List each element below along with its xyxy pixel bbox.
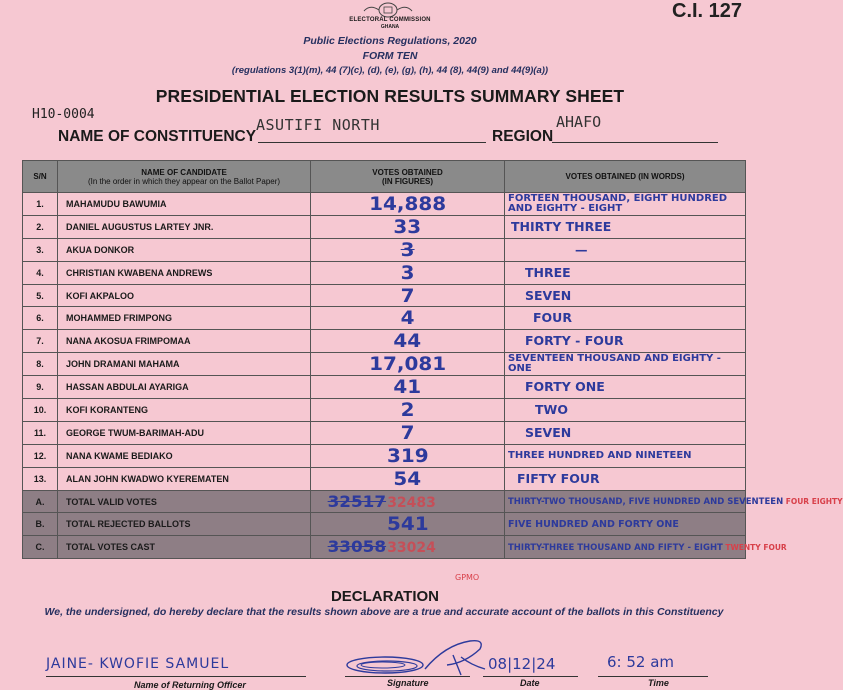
row-sn: 7. bbox=[23, 330, 58, 353]
row-sn: 3. bbox=[23, 238, 58, 261]
row-sn: B. bbox=[23, 513, 58, 536]
votes-figures: 7 bbox=[400, 284, 415, 307]
votes-words-cell[interactable] bbox=[505, 353, 746, 376]
candidate-name: NANA KWAME BEDIAKO bbox=[58, 444, 311, 467]
table-row bbox=[23, 421, 746, 444]
votes-words-cell[interactable] bbox=[505, 399, 746, 422]
votes-words: FIFTY FOUR bbox=[517, 470, 600, 486]
votes-figures-cell[interactable] bbox=[311, 490, 505, 513]
votes-words: FOUR bbox=[533, 310, 572, 326]
votes-figures-cell[interactable] bbox=[311, 421, 505, 444]
votes-words: FORTEEN THOUSAND, EIGHT HUNDRED AND EIGHTY - EIGHT bbox=[508, 192, 728, 214]
table-row bbox=[23, 307, 746, 330]
votes-words: THIRTY THREE bbox=[511, 218, 612, 234]
votes-figures-cell[interactable] bbox=[311, 536, 505, 559]
table-row bbox=[23, 330, 746, 353]
region-line bbox=[552, 142, 718, 143]
constituency-line bbox=[258, 142, 486, 143]
row-sn: A. bbox=[23, 490, 58, 513]
votes-figures: 41 bbox=[393, 376, 422, 399]
votes-words-cell[interactable] bbox=[505, 444, 746, 467]
votes-words-cell[interactable] bbox=[505, 513, 746, 536]
votes-words: — bbox=[575, 241, 588, 257]
votes-figures: 3 bbox=[400, 261, 415, 284]
summary-label: TOTAL VOTES CAST bbox=[58, 536, 311, 559]
votes-words: SEVEN bbox=[525, 287, 572, 303]
date-field[interactable]: 08|12|24 bbox=[488, 655, 556, 673]
votes-words-cell[interactable] bbox=[505, 238, 746, 261]
votes-figures: 14,888 bbox=[368, 192, 446, 215]
votes-figures: 7 bbox=[400, 421, 415, 444]
table-row bbox=[23, 284, 746, 307]
votes-figures-cell[interactable] bbox=[311, 215, 505, 238]
candidate-name: MAHAMUDU BAWUMIA bbox=[58, 193, 311, 216]
declaration-text: We, the undersigned, do hereby declare that the results shown above are a true and accurate account of the ballots in this Constituency bbox=[44, 606, 724, 618]
summary-label: TOTAL VALID VOTES bbox=[58, 490, 311, 513]
votes-figures: 17,081 bbox=[368, 353, 446, 376]
commission-name: ELECTORAL COMMISSION bbox=[349, 17, 431, 23]
votes-words-cell[interactable] bbox=[505, 376, 746, 399]
votes-words: TWO bbox=[535, 401, 568, 417]
votes-words: THREE HUNDRED AND NINETEEN bbox=[508, 450, 692, 462]
header-name bbox=[58, 161, 311, 193]
votes-words: FIVE HUNDRED AND FORTY ONE bbox=[508, 518, 679, 530]
header-name-label: NAME OF CANDIDATE bbox=[141, 167, 227, 177]
row-sn: 12. bbox=[23, 444, 58, 467]
table-row bbox=[23, 193, 746, 216]
candidate-name: KOFI AKPALOO bbox=[58, 284, 311, 307]
constituency-field[interactable]: ASUTIFI NORTH bbox=[256, 116, 380, 134]
row-sn: 11. bbox=[23, 421, 58, 444]
summary-row-total bbox=[23, 536, 746, 559]
table-row bbox=[23, 238, 746, 261]
votes-words-cell[interactable] bbox=[505, 467, 746, 490]
votes-words-cell[interactable] bbox=[505, 215, 746, 238]
header-figures-sub: (IN FIGURES) bbox=[381, 176, 434, 186]
time-label: Time bbox=[648, 678, 669, 688]
votes-figures-cell[interactable] bbox=[311, 307, 505, 330]
row-sn: 2. bbox=[23, 215, 58, 238]
row-sn: C. bbox=[23, 536, 58, 559]
candidate-name: HASSAN ABDULAI AYARIGA bbox=[58, 376, 311, 399]
votes-figures-cell[interactable] bbox=[311, 284, 505, 307]
row-sn: 9. bbox=[23, 376, 58, 399]
votes-figures-cell[interactable] bbox=[311, 444, 505, 467]
row-sn: 4. bbox=[23, 261, 58, 284]
votes-words-cell[interactable] bbox=[505, 307, 746, 330]
votes-figures-cell[interactable] bbox=[311, 330, 505, 353]
votes-correction: 33024 bbox=[387, 540, 436, 557]
votes-words: FORTY - FOUR bbox=[525, 333, 624, 349]
votes-words-cell[interactable] bbox=[505, 193, 746, 216]
votes-figures-cell[interactable] bbox=[311, 193, 505, 216]
header-name-sub: (In the order in which they appear on the Ballot Paper) bbox=[87, 176, 281, 186]
ci-number: C.I. 127 bbox=[672, 0, 743, 22]
page-title: PRESIDENTIAL ELECTION RESULTS SUMMARY SHEET bbox=[155, 86, 625, 106]
votes-figures: 33 bbox=[393, 215, 422, 238]
votes-words: SEVENTEEN THOUSAND AND EIGHTY - ONE bbox=[508, 353, 721, 375]
ghana-crest-icon bbox=[362, 2, 414, 18]
candidate-name: CHRISTIAN KWABENA ANDREWS bbox=[58, 261, 311, 284]
candidate-name: KOFI KORANTENG bbox=[58, 399, 311, 422]
votes-figures: 32517 bbox=[327, 491, 387, 511]
candidate-name: DANIEL AUGUSTUS LARTEY JNR. bbox=[58, 215, 311, 238]
constituency-label: NAME OF CONSTITUENCY bbox=[58, 128, 257, 145]
candidate-name: AKUA DONKOR bbox=[58, 238, 311, 261]
header-figures bbox=[311, 161, 505, 193]
commission-country: GHANA bbox=[380, 24, 400, 30]
votes-figures: 3 bbox=[400, 238, 415, 261]
table-row bbox=[23, 261, 746, 284]
returning-officer-name[interactable]: JAINE- KWOFIE SAMUEL bbox=[46, 656, 230, 672]
row-sn: 13. bbox=[23, 467, 58, 490]
table-row bbox=[23, 215, 746, 238]
votes-figures-cell[interactable] bbox=[311, 513, 505, 536]
row-sn: 1. bbox=[23, 193, 58, 216]
votes-figures: 541 bbox=[386, 513, 429, 536]
votes-words: FORTY ONE bbox=[525, 379, 605, 395]
votes-figures-cell[interactable] bbox=[311, 376, 505, 399]
header-figures-label: VOTES OBTAINED bbox=[372, 167, 443, 177]
table-row bbox=[23, 444, 746, 467]
votes-words-cell[interactable] bbox=[505, 330, 746, 353]
officer-line bbox=[46, 676, 306, 677]
votes-figures: 33058 bbox=[327, 537, 387, 557]
votes-words: THIRTY-TWO THOUSAND, FIVE HUNDRED AND SEVENTEEN bbox=[508, 497, 784, 508]
votes-figures: 319 bbox=[386, 444, 429, 467]
table-row bbox=[23, 399, 746, 422]
votes-correction: 32483 bbox=[387, 494, 436, 511]
signature-label: Signature bbox=[387, 678, 429, 688]
votes-words: SEVEN bbox=[525, 424, 572, 440]
row-sn: 8. bbox=[23, 353, 58, 376]
table-row bbox=[23, 467, 746, 490]
votes-figures: 4 bbox=[400, 307, 415, 330]
words-correction: TWENTY FOUR bbox=[725, 542, 787, 552]
candidate-name: NANA AKOSUA FRIMPOMAA bbox=[58, 330, 311, 353]
table-row bbox=[23, 353, 746, 376]
header-sn: S/N bbox=[23, 161, 58, 193]
votes-words: THREE bbox=[525, 264, 571, 280]
votes-figures-cell[interactable] bbox=[311, 238, 505, 261]
regulations-reference: (regulations 3(1)(m), 44 (7)(c), (d), (e), (g), (h), 44 (8), 44(9) and 44(9)(a)) bbox=[231, 65, 549, 76]
date-line bbox=[483, 676, 578, 677]
summary-row-valid bbox=[23, 490, 746, 513]
votes-figures: 54 bbox=[393, 467, 422, 490]
votes-figures-cell[interactable] bbox=[311, 467, 505, 490]
votes-figures-cell[interactable] bbox=[311, 399, 505, 422]
region-field[interactable]: AHAFO bbox=[556, 113, 602, 131]
candidate-name: JOHN DRAMANI MAHAMA bbox=[58, 353, 311, 376]
results-table bbox=[22, 160, 843, 559]
summary-row-rejected bbox=[23, 513, 746, 536]
signature-line bbox=[345, 676, 470, 677]
correction-initials: GPMO bbox=[455, 573, 480, 582]
candidate-name: GEORGE TWUM-BARIMAH-ADU bbox=[58, 421, 311, 444]
votes-words-cell[interactable] bbox=[505, 536, 787, 559]
votes-figures: 44 bbox=[393, 330, 422, 353]
row-sn: 6. bbox=[23, 307, 58, 330]
header-words: VOTES OBTAINED (IN WORDS) bbox=[505, 161, 746, 193]
form-number: FORM TEN bbox=[362, 50, 418, 62]
declaration-heading: DECLARATION bbox=[330, 588, 440, 605]
candidate-name: MOHAMMED FRIMPONG bbox=[58, 307, 311, 330]
date-label: Date bbox=[520, 678, 540, 688]
form-code: H10-0004 bbox=[32, 107, 95, 122]
summary-label: TOTAL REJECTED BALLOTS bbox=[58, 513, 311, 536]
row-sn: 5. bbox=[23, 284, 58, 307]
words-correction: FOUR EIGHTY bbox=[785, 497, 843, 507]
region-label: REGION bbox=[492, 128, 554, 145]
table-header-row bbox=[23, 161, 746, 193]
row-sn: 10. bbox=[23, 399, 58, 422]
votes-words-cell[interactable] bbox=[505, 421, 746, 444]
candidate-name: ALAN JOHN KWADWO KYEREMATEN bbox=[58, 467, 311, 490]
table-row bbox=[23, 376, 746, 399]
time-line bbox=[598, 676, 708, 677]
votes-words: THIRTY-THREE THOUSAND AND FIFTY - EIGHT bbox=[508, 542, 723, 553]
votes-figures-cell[interactable] bbox=[311, 261, 505, 284]
votes-words-cell[interactable] bbox=[505, 490, 843, 513]
time-field[interactable]: 6: 52 am bbox=[607, 653, 675, 671]
votes-figures: 2 bbox=[400, 398, 415, 421]
votes-words-cell[interactable] bbox=[505, 261, 746, 284]
votes-figures-cell[interactable] bbox=[311, 353, 505, 376]
officer-label: Name of Returning Officer bbox=[134, 680, 246, 690]
regulations-title: Public Elections Regulations, 2020 bbox=[303, 35, 477, 47]
votes-words-cell[interactable] bbox=[505, 284, 746, 307]
